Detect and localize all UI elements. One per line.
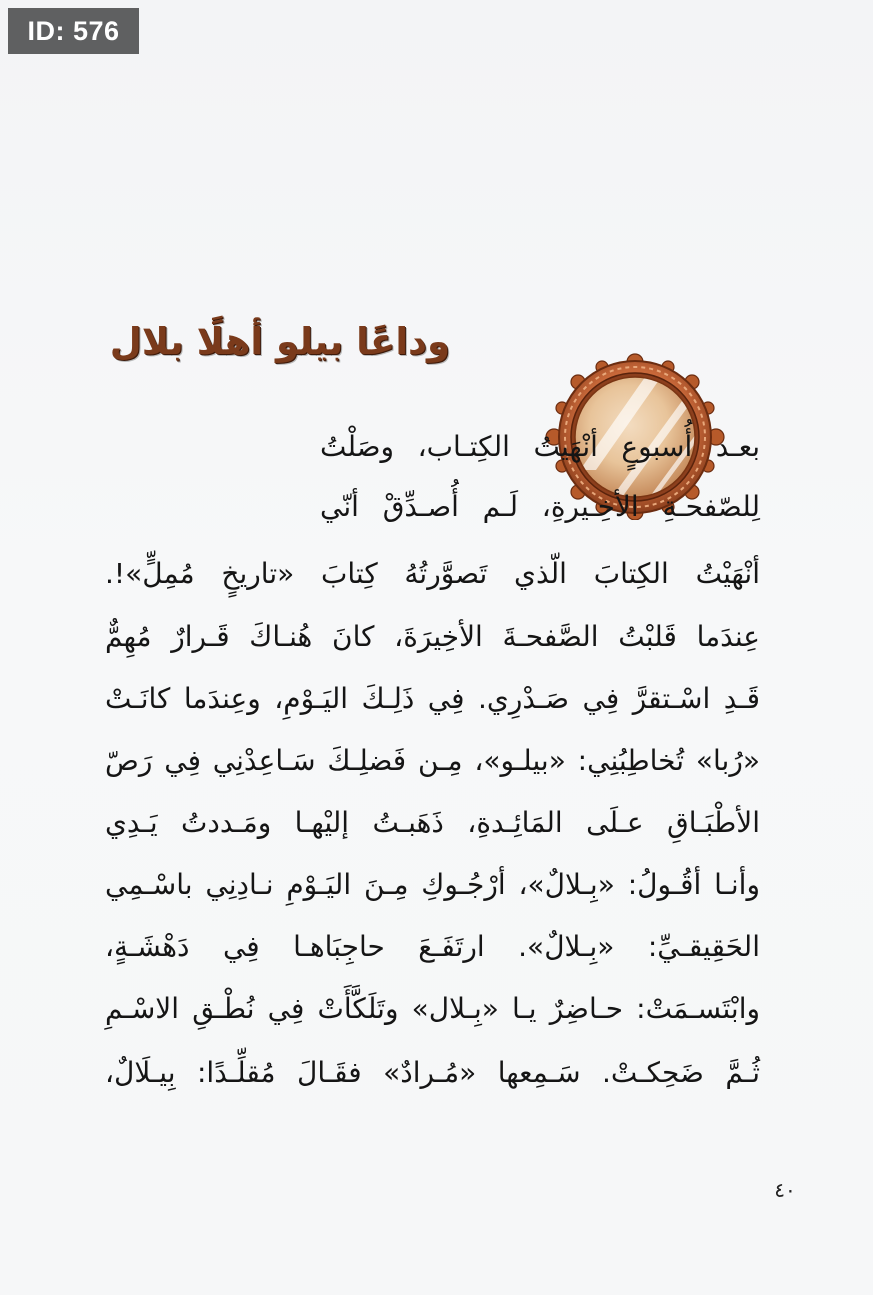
text-line: أنْهَيْتُ الكِتابَ الّذي تَصوَّرتُهُ كِتابَ «تاريخٍ مُمِلٍّ»!.	[105, 557, 760, 590]
text-line: ثُـمَّ ضَحِكـتْ. سَـمِعها «مُـرادٌ» فقَـالَ مُقلِّـدًا: بِيـلَالٌ،	[105, 1056, 760, 1089]
text-line: عِندَما قَلبْتُ الصَّفحـةَ الأخِيرَةَ، كانَ هُنـاكَ قَـرارٌ مُهِمٌّ	[105, 620, 760, 653]
text-line: وابْتَسـمَتْ: حـاضِرٌ يـا «بِـلال» وتَلَكَّأَتْ فِي نُطْـقِ الاسْـمِ	[105, 992, 760, 1025]
page-number: ٤٠	[774, 1178, 796, 1202]
text-line: وأنـا أقُـولُ: «بِـلالٌ»، أرْجُـوكِ مِـنَ اليَـوْمِ نـادِنِي باسْـمِي	[105, 868, 760, 901]
text-line: لِلصّفحـةِ الأخِـيرةِ، لَـم أُصـدِّقْ أنّي	[320, 490, 760, 523]
text-line: الأطْبَـاقِ عـلَى المَائِـدةِ، ذَهَبـتُ إليْهـا ومَـددتُ يَـدِي	[105, 806, 760, 839]
id-badge: ID: 576	[8, 8, 139, 54]
story-paragraph	[100, 425, 760, 1125]
text-line: الحَقِيقـيِّ: «بِـلالٌ». ارتَفَـعَ حاجِبَاهـا فِي دَهْشَـةٍ،	[105, 930, 760, 963]
text-line: قَـدِ اسْـتقرَّ فِي صَـدْرِي. فِي ذَلِـكَ اليَـوْمِ، وعِندَما كانَـتْ	[105, 682, 760, 715]
text-line: بعـد أُسبوعٍ أنْهَيتُ الكِتـاب، وصَلْتُ	[320, 430, 760, 463]
chapter-title: وداعًا بيلو أهلًا بلال	[109, 320, 450, 363]
text-line: «رُبا» تُخاطِبُنِي: «بيلـو»، مِـن فَضلِـكَ سَـاعِدْنِي فِي رَصّ	[105, 744, 760, 777]
